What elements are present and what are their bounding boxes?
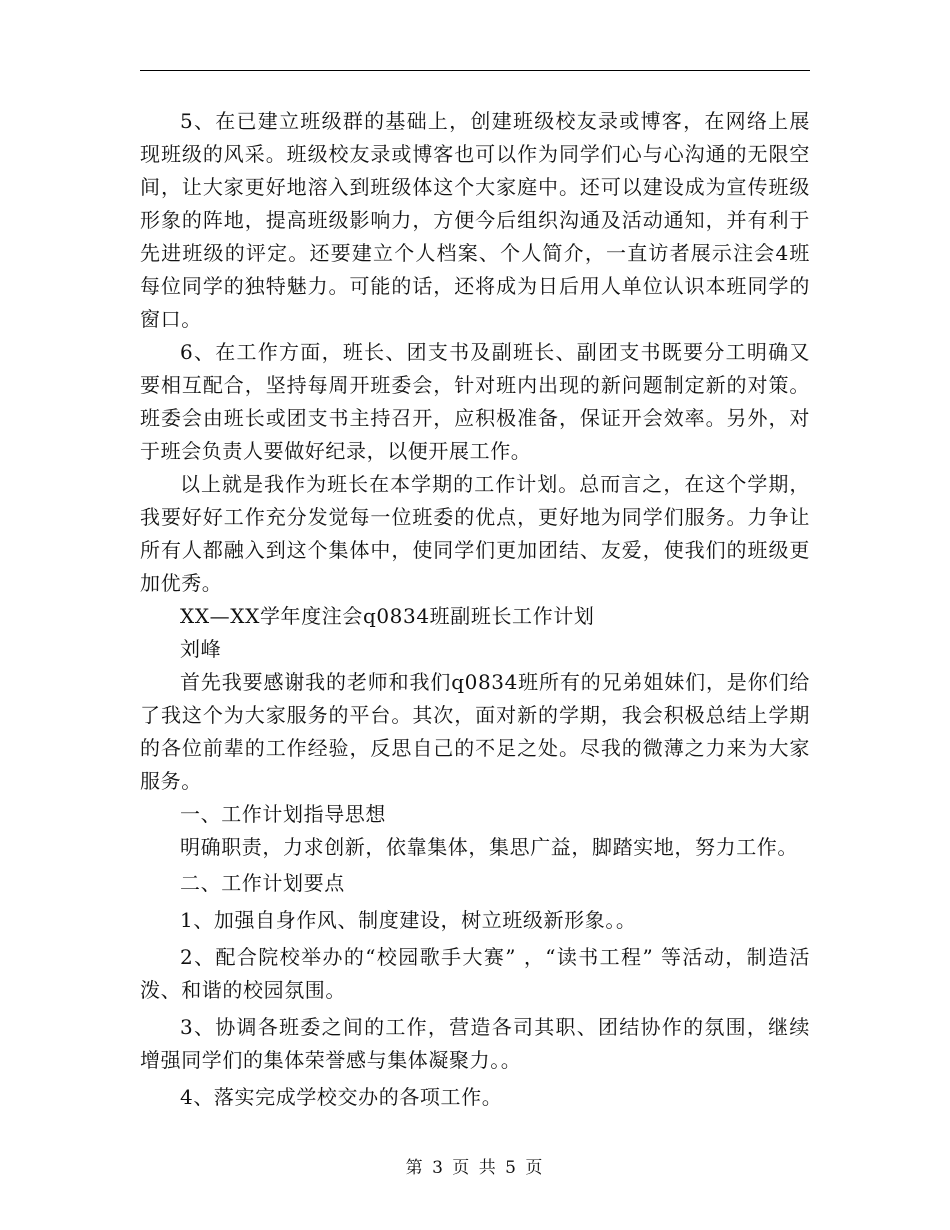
paragraph-item-5: 5、在已建立班级群的基础上，创建班级校友录或博客，在网络上展现班级的风采。班级校友录或博客也可以作为同学们心与心沟通的无限空间，让大家更好地溶入到班级体这个大家庭中。还可以建设成为宣传班级形象的阵地，提高班级影响力，方便今后组织沟通及活动通知，并有利于先进班级的评定。还要建立个人档案、个人简介，一直访者展示注会4班每位同学的独特魅力。可能的话，还将成为日后用人单位认识本班同学的窗口。: [140, 109, 810, 331]
list-item-1: 1、加强自身作风、制度建设，树立班级新形象。。: [180, 908, 637, 932]
list-item-4: 4、落实完成学校交办的各项工作。: [180, 1085, 503, 1109]
heading-guiding-thought: 一、工作计划指导思想: [180, 802, 386, 826]
page-footer: [0, 1153, 950, 1178]
paragraph-item-6: 6、在工作方面，班长、团支书及副班长、副团支书既要分工明确又要相互配合，坚持每周开班委会，针对班内出现的新问题制定新的对策。班委会由班长或团支书主持召开，应积极准备，保证开会效率。另外，对于班会负责人要做好纪录，以便开展工作。: [140, 340, 810, 463]
header-rule: [140, 70, 810, 71]
document-body: [140, 105, 810, 1114]
list-item-2: 2、配合院校举办的“校园歌手大赛” ，“读书工程” 等活动，制造活泼、和谐的校园氛围。: [140, 945, 810, 1002]
heading-key-points: 二、工作计划要点: [180, 871, 345, 895]
paragraph-summary: 以上就是我作为班长在本学期的工作计划。总而言之，在这个学期，我要好好工作充分发觉每一位班委的优点，更好地为同学们服务。力争让所有人都融入到这个集体中，使同学们更加团结、友爱，使我们的班级更加优秀。: [140, 472, 810, 595]
paragraph-intro: 首先我要感谢我的老师和我们q0834班所有的兄弟姐妹们，是你们给了我这个为大家服务的平台。其次，面对新的学期，我会积极总结上学期的各位前辈的工作经验，反思自己的不足之处。尽我的微薄之力来为大家服务。: [140, 670, 810, 793]
paragraph-guiding-thought: 明确职责，力求创新，依靠集体，集思广益，脚踏实地，努力工作。: [180, 835, 798, 859]
section-title: XX—XX学年度注会q0834班副班长工作计划: [180, 604, 595, 628]
list-item-3: 3、协调各班委之间的工作，营造各司其职、团结协作的氛围，继续增强同学们的集体荣誉感与集体凝聚力。。: [140, 1015, 810, 1072]
page-number: 第 3 页 共 5 页: [405, 1158, 545, 1178]
author-name: 刘峰: [180, 637, 222, 661]
